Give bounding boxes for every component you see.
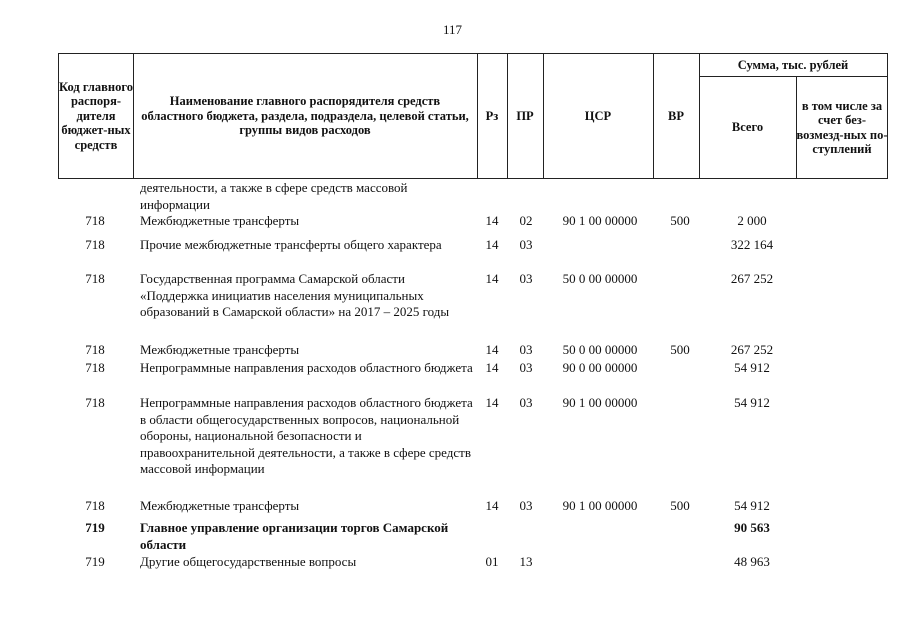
cell-pr: 03 <box>519 360 533 375</box>
cell-vr: 500 <box>670 342 690 357</box>
cell-total: 322 164 <box>730 237 774 252</box>
cell-code: 719 <box>85 520 105 535</box>
table-header <box>58 53 888 179</box>
header-total: Всего <box>731 120 764 135</box>
cell-pr: 03 <box>519 237 533 252</box>
cell-name: Межбюджетные трансферты <box>140 213 300 228</box>
cell-rz: 14 <box>485 360 499 375</box>
header-csr: ЦСР <box>584 108 612 123</box>
cell-csr: 50 0 00 00000 <box>562 342 638 357</box>
header-rz: Рз <box>485 108 499 123</box>
cell-csr: 90 0 00 00000 <box>562 360 638 375</box>
cell-total: 48 963 <box>734 554 770 569</box>
cell-csr: 90 1 00 00000 <box>562 498 638 513</box>
cell-pr: 13 <box>519 554 533 569</box>
cell-pr: 03 <box>519 271 533 286</box>
cell-total: 54 912 <box>734 498 770 513</box>
cell-name: Государственная программа Самарской области «Поддержка инициатив населения муниципальных образований в Самарской области» на 2017 – 2025 годы <box>140 271 450 319</box>
header-name: Наименование главного распорядителя средств областного бюджета, раздела, подраздела, целевой статьи, группы видов расходов <box>141 94 469 138</box>
cell-code: 718 <box>85 498 105 513</box>
cell-total: 54 912 <box>734 395 770 410</box>
cell-code: 718 <box>85 342 105 357</box>
cell-code: 718 <box>85 213 105 228</box>
cell-csr: 90 1 00 00000 <box>562 395 638 410</box>
cell-csr: 90 1 00 00000 <box>562 213 638 228</box>
cell-name: Непрограммные направления расходов областного бюджета в области общегосударственных вопросов, национальной обороны, национальной безопасности и правоохранительной деятельности, а также в сфере средств массовой информации <box>140 395 473 476</box>
header-vr: ВР <box>668 108 684 123</box>
cell-total: 267 252 <box>730 271 774 286</box>
cell-name: Межбюджетные трансферты <box>140 498 300 513</box>
cell-pr: 02 <box>519 213 533 228</box>
cell-total: 54 912 <box>734 360 770 375</box>
cell-code: 718 <box>85 395 105 410</box>
cell-pr: 03 <box>519 498 533 513</box>
cell-total: 2 000 <box>737 213 767 228</box>
cell-vr: 500 <box>670 498 690 513</box>
cell-name: Главное управление организации торгов Самарской области <box>140 520 449 552</box>
header-code: Код главного распоря-дителя бюджет-ных средств <box>59 79 133 152</box>
cell-rz: 14 <box>485 237 499 252</box>
header-free: в том числе за счет без-возмезд-ных по-ступлений <box>796 98 888 156</box>
header-pr: ПР <box>516 108 534 123</box>
cell-code: 719 <box>85 554 105 569</box>
cell-name: Непрограммные направления расходов областного бюджета <box>140 360 473 375</box>
cell-pr: 03 <box>519 395 533 410</box>
cell-code: 718 <box>85 237 105 252</box>
cell-code: 718 <box>85 271 105 286</box>
cell-rz: 14 <box>485 213 499 228</box>
cell-rz: 14 <box>485 271 499 286</box>
cell-pr: 03 <box>519 342 533 357</box>
cell-total: 267 252 <box>730 342 774 357</box>
cell-rz: 14 <box>485 498 499 513</box>
cell-code: 718 <box>85 360 105 375</box>
cell-name: деятельности, а также в сфере средств массовой информации <box>140 180 408 212</box>
cell-rz: 01 <box>485 554 499 569</box>
cell-total: 90 563 <box>734 520 770 535</box>
cell-name: Прочие межбюджетные трансферты общего характера <box>140 237 442 252</box>
cell-csr: 50 0 00 00000 <box>562 271 638 286</box>
cell-rz: 14 <box>485 395 499 410</box>
page-number: 117 <box>442 22 463 37</box>
header-sum: Сумма, тыс. рублей <box>737 57 849 72</box>
cell-vr: 500 <box>670 213 690 228</box>
cell-name: Межбюджетные трансферты <box>140 342 300 357</box>
cell-rz: 14 <box>485 342 499 357</box>
cell-name: Другие общегосударственные вопросы <box>140 554 357 569</box>
